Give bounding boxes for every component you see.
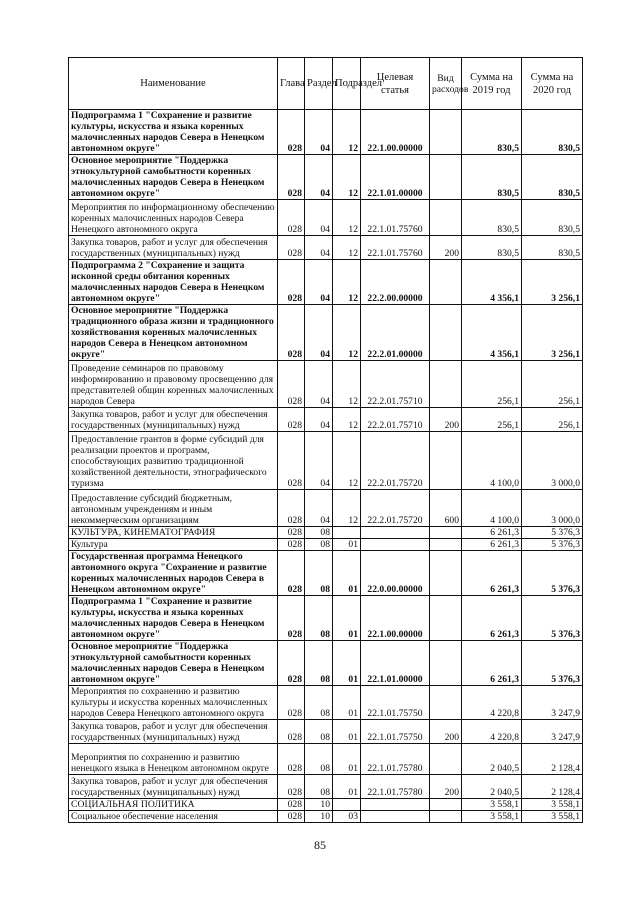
table-row [69,686,583,720]
row-sum-2020: 830,5 [522,110,583,155]
row-name: Культура [69,539,278,551]
row-sum-2020: 830,5 [522,155,583,200]
row-name: Закупка товаров, работ и услуг для обеспечения государственных (муниципальных) нужд [69,236,278,260]
header-name: Наименование [69,58,278,110]
row-section: 04 [305,305,333,361]
row-article: 22.1.01.75780 [361,744,430,775]
row-section: 04 [305,408,333,432]
row-sum-2019: 6 261,3 [462,551,522,596]
row-subsection: 12 [333,260,361,305]
row-chapter: 028 [278,155,305,200]
row-chapter: 028 [278,110,305,155]
table-body [69,110,583,823]
row-sum-2020: 5 376,3 [522,539,583,551]
row-subsection: 12 [333,305,361,361]
row-chapter: 028 [278,490,305,527]
header-sum-2019: Сумма на 2019 год [462,58,522,110]
row-name: Подпрограмма 2 "Сохранение и защита исконной среды обитания коренных малочисленных народов Севера в Ненецком автономном округе" [69,260,278,305]
row-section: 08 [305,539,333,551]
row-name: Социальное обеспечение населения [69,811,278,823]
table-row [69,200,583,236]
row-sum-2019: 2 040,5 [462,775,522,799]
row-section: 04 [305,200,333,236]
header-section: Раздел [305,58,333,110]
row-sum-2020: 5 376,3 [522,527,583,539]
row-article: 22.1.01.75780 [361,775,430,799]
row-subsection: 12 [333,200,361,236]
row-section: 08 [305,641,333,686]
row-sum-2019: 3 558,1 [462,799,522,811]
row-section: 04 [305,236,333,260]
row-sum-2020: 3 000,0 [522,490,583,527]
table-row [69,408,583,432]
row-sum-2019: 6 261,3 [462,527,522,539]
row-chapter: 028 [278,260,305,305]
row-subsection: 01 [333,539,361,551]
row-name: СОЦИАЛЬНАЯ ПОЛИТИКА [69,799,278,811]
row-chapter: 028 [278,596,305,641]
row-article: 22.0.00.00000 [361,551,430,596]
row-sum-2019: 6 261,3 [462,539,522,551]
row-expense-type [430,110,462,155]
row-sum-2020: 3 247,9 [522,686,583,720]
row-sum-2020: 830,5 [522,236,583,260]
row-sum-2020: 5 376,3 [522,641,583,686]
row-name: Закупка товаров, работ и услуг для обеспечения государственных (муниципальных) нужд [69,408,278,432]
row-name: КУЛЬТУРА, КИНЕМАТОГРАФИЯ [69,527,278,539]
table-row [69,775,583,799]
row-chapter: 028 [278,408,305,432]
row-sum-2020: 3 558,1 [522,811,583,823]
row-subsection: 01 [333,551,361,596]
row-sum-2020: 3 558,1 [522,799,583,811]
row-article: 22.1.01.75750 [361,720,430,744]
table-row [69,551,583,596]
table-row [69,305,583,361]
row-sum-2019: 830,5 [462,110,522,155]
row-subsection: 01 [333,720,361,744]
row-article: 22.1.00.00000 [361,110,430,155]
row-section: 04 [305,155,333,200]
row-expense-type [430,744,462,775]
table-row [69,155,583,200]
row-name: Основное мероприятие "Поддержка традиционного образа жизни и традиционного хозяйствования коренных малочисленных народов Севера в Ненецком автономном округе" [69,305,278,361]
row-expense-type: 200 [430,775,462,799]
table-row [69,110,583,155]
row-subsection: 12 [333,432,361,490]
row-expense-type [430,811,462,823]
row-subsection: 12 [333,155,361,200]
row-expense-type [430,551,462,596]
row-chapter: 028 [278,305,305,361]
row-sum-2019: 830,5 [462,155,522,200]
row-section: 04 [305,490,333,527]
row-article: 22.1.01.75750 [361,686,430,720]
row-name: Подпрограмма 1 "Сохранение и развитие культуры, искусства и языка коренных малочисленных народов Севера в Ненецком автономном округе" [69,110,278,155]
row-sum-2020: 2 128,4 [522,775,583,799]
row-sum-2019: 6 261,3 [462,596,522,641]
row-subsection [333,527,361,539]
row-subsection [333,799,361,811]
row-article: 22.1.01.00000 [361,641,430,686]
row-subsection: 01 [333,744,361,775]
row-section: 08 [305,527,333,539]
row-expense-type: 200 [430,720,462,744]
row-chapter: 028 [278,686,305,720]
row-name: Закупка товаров, работ и услуг для обеспечения государственных (муниципальных) нужд [69,775,278,799]
row-article: 22.2.01.75720 [361,490,430,527]
row-expense-type: 200 [430,408,462,432]
row-expense-type [430,527,462,539]
row-name: Мероприятия по сохранению и развитию культуры и искусства коренных малочисленных народов Севера Ненецкого автономного округа [69,686,278,720]
row-article [361,799,430,811]
row-sum-2020: 256,1 [522,361,583,408]
header-subsection: Подраздел [333,58,361,110]
row-subsection: 01 [333,641,361,686]
row-section: 08 [305,551,333,596]
row-chapter: 028 [278,799,305,811]
row-section: 08 [305,596,333,641]
row-section: 10 [305,811,333,823]
header-sum-2020: Сумма на 2020 год [522,58,583,110]
header-expense-type: Вид расходов [430,58,462,110]
row-subsection: 03 [333,811,361,823]
row-name: Государственная программа Ненецкого автономного округа "Сохранение и развитие коренных малочисленных народов Севера в Ненецком автономном округе" [69,551,278,596]
row-sum-2019: 256,1 [462,408,522,432]
table-row [69,260,583,305]
row-sum-2020: 5 376,3 [522,551,583,596]
row-expense-type [430,596,462,641]
row-sum-2019: 830,5 [462,236,522,260]
header-article: Целевая статья [361,58,430,110]
row-expense-type [430,686,462,720]
row-subsection: 12 [333,236,361,260]
row-section: 04 [305,260,333,305]
table-row [69,720,583,744]
row-chapter: 028 [278,539,305,551]
row-chapter: 028 [278,551,305,596]
row-expense-type: 200 [430,236,462,260]
row-sum-2020: 5 376,3 [522,596,583,641]
row-chapter: 028 [278,236,305,260]
row-chapter: 028 [278,361,305,408]
row-name: Мероприятия по сохранению и развитию ненецкого языка в Ненецком автономном округе [69,744,278,775]
row-sum-2019: 4 100,0 [462,490,522,527]
row-section: 08 [305,744,333,775]
row-subsection: 12 [333,110,361,155]
table-row [69,811,583,823]
row-name: Мероприятия по информационному обеспечению коренных малочисленных народов Севера Ненецкого автономного округа [69,200,278,236]
row-sum-2019: 2 040,5 [462,744,522,775]
row-section: 08 [305,720,333,744]
row-subsection: 01 [333,596,361,641]
row-sum-2020: 256,1 [522,408,583,432]
row-sum-2020: 3 000,0 [522,432,583,490]
table-row [69,432,583,490]
table-row [69,361,583,408]
row-sum-2019: 3 558,1 [462,811,522,823]
row-name: Основное мероприятие "Поддержка этнокультурной самобытности коренных малочисленных народов Севера в Ненецком автономном округе" [69,641,278,686]
row-article: 22.2.01.00000 [361,305,430,361]
row-section: 04 [305,110,333,155]
row-expense-type [430,539,462,551]
table-row [69,799,583,811]
row-chapter: 028 [278,200,305,236]
row-article: 22.2.01.75710 [361,361,430,408]
row-expense-type [430,432,462,490]
row-article: 22.1.01.00000 [361,155,430,200]
row-expense-type [430,155,462,200]
table-row [69,490,583,527]
row-chapter: 028 [278,527,305,539]
row-article: 22.1.00.00000 [361,596,430,641]
table-row [69,527,583,539]
row-name: Закупка товаров, работ и услуг для обеспечения государственных (муниципальных) нужд [69,720,278,744]
row-sum-2019: 6 261,3 [462,641,522,686]
row-expense-type [430,260,462,305]
budget-table [68,57,583,823]
row-sum-2020: 3 256,1 [522,305,583,361]
row-name: Предоставление субсидий бюджетным, автономным учреждениям и иным некоммерческим организациям [69,490,278,527]
table-row [69,596,583,641]
row-expense-type [430,200,462,236]
table-row [69,236,583,260]
row-section: 08 [305,686,333,720]
row-sum-2019: 4 100,0 [462,432,522,490]
row-chapter: 028 [278,641,305,686]
row-subsection: 12 [333,361,361,408]
row-sum-2019: 4 220,8 [462,720,522,744]
row-article: 22.2.01.75710 [361,408,430,432]
row-expense-type: 600 [430,490,462,527]
table-row [69,641,583,686]
header-chapter: Глава [278,58,305,110]
row-article [361,811,430,823]
row-article: 22.1.01.75760 [361,236,430,260]
row-article [361,527,430,539]
row-chapter: 028 [278,744,305,775]
row-subsection: 01 [333,775,361,799]
row-sum-2020: 3 256,1 [522,260,583,305]
row-subsection: 12 [333,490,361,527]
row-sum-2020: 830,5 [522,200,583,236]
row-sum-2019: 4 356,1 [462,260,522,305]
row-sum-2020: 2 128,4 [522,744,583,775]
row-sum-2019: 830,5 [462,200,522,236]
row-sum-2019: 4 220,8 [462,686,522,720]
row-section: 10 [305,799,333,811]
row-expense-type [430,799,462,811]
row-name: Проведение семинаров по правовому информированию и правовому просвещению для представителей общин коренных малочисленных народов Севера [69,361,278,408]
row-chapter: 028 [278,720,305,744]
row-chapter: 028 [278,775,305,799]
table-header-row [69,58,583,110]
row-chapter: 028 [278,811,305,823]
row-section: 08 [305,775,333,799]
row-chapter: 028 [278,432,305,490]
row-expense-type [430,361,462,408]
row-sum-2019: 4 356,1 [462,305,522,361]
row-sum-2020: 3 247,9 [522,720,583,744]
row-name: Подпрограмма 1 "Сохранение и развитие культуры, искусства и языка коренных малочисленных народов Севера в Ненецком автономном округе" [69,596,278,641]
row-subsection: 01 [333,686,361,720]
row-sum-2019: 256,1 [462,361,522,408]
row-section: 04 [305,432,333,490]
row-expense-type [430,305,462,361]
row-article: 22.1.01.75760 [361,200,430,236]
row-subsection: 12 [333,408,361,432]
row-name: Основное мероприятие "Поддержка этнокультурной самобытности коренных малочисленных народов Севера в Ненецком автономном округе" [69,155,278,200]
table-row [69,744,583,775]
row-article: 22.2.01.75720 [361,432,430,490]
row-article: 22.2.00.00000 [361,260,430,305]
row-section: 04 [305,361,333,408]
table-row [69,539,583,551]
row-name: Предоставление грантов в форме субсидий для реализации проектов и программ, способствующих развитию традиционной хозяйственной деятельности, этнографического туризма [69,432,278,490]
row-expense-type [430,641,462,686]
page-number: 85 [314,838,326,852]
row-article [361,539,430,551]
